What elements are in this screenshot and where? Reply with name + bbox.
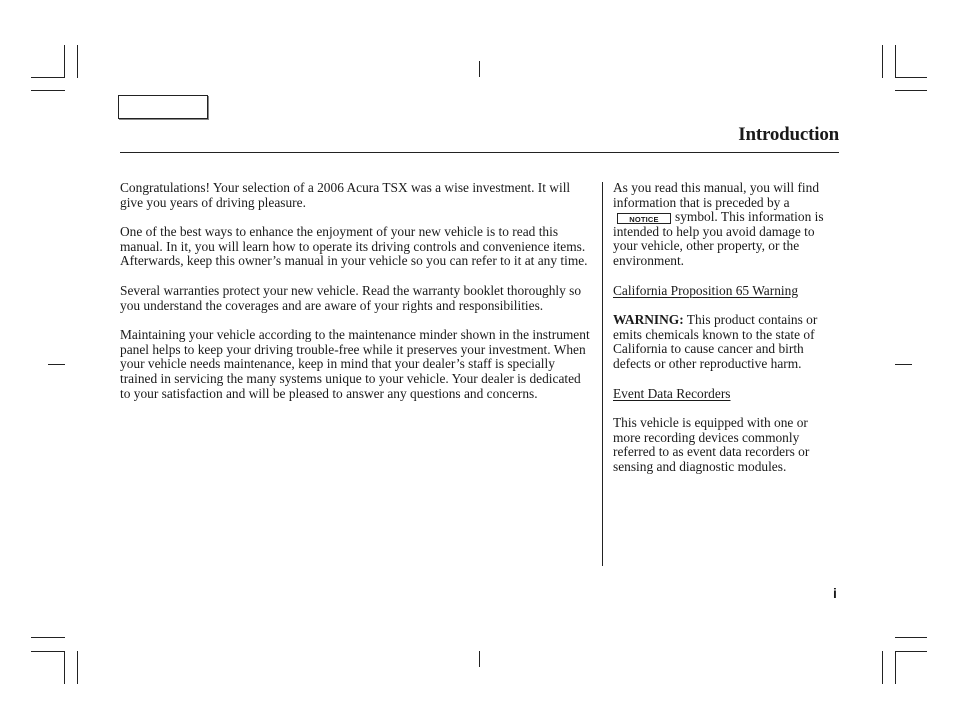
section-tab-box [118,95,208,119]
crop-mark [31,637,65,638]
crop-mark [882,45,883,78]
page-number: i [833,585,837,601]
crop-mark [895,77,927,78]
center-mark [479,651,480,667]
crop-mark [882,651,883,684]
paragraph-edr: This vehicle is equipped with one or more recording devices commonly referred to as event data recorders or sensing and diagnostic modules. [613,415,810,474]
page-title: Introduction [738,124,839,145]
crop-mark [895,651,896,684]
column-divider [602,182,603,566]
center-mark [895,364,912,365]
crop-mark [895,45,896,78]
center-mark [479,61,480,77]
title-rule [120,152,839,153]
warning-label: WARNING: [613,312,684,328]
crop-mark [895,90,927,91]
crop-mark [77,45,78,78]
paragraph-congratulations: Congratulations! Your selection of a 2006 Acura TSX was a wise investment. It will give you years of driving pleasure. [120,180,571,210]
edr-heading: Event Data Recorders [613,385,731,401]
crop-mark [31,77,65,78]
crop-mark [77,651,78,684]
notice-intro-before: As you read this manual, you will find information that is preceded by a [613,180,820,210]
prop65-heading: California Proposition 65 Warning [613,282,799,298]
left-column [120,181,590,416]
warning-text: This product contains or emits chemicals known to the state of California to cause cancer and birth defects or other reproductive harm. [613,312,818,371]
paragraph-read-manual: One of the best ways to enhance the enjoyment of your new vehicle is to read this manual. In it, you will learn how to operate its driving controls and convenience items. Afterwards, keep this owner’s manual in your vehicle so you can refer to it at any time. [120,224,588,269]
crop-mark [895,651,927,652]
paragraph-prop65-warning [613,313,838,371]
crop-mark [64,45,65,78]
paragraph-notice-intro [613,181,838,269]
crop-mark [895,637,927,638]
notice-intro-after: symbol. This information is intended to help you avoid damage to your vehicle, other property, or the environment. [613,209,824,268]
right-column [613,181,838,490]
paragraph-warranties: Several warranties protect your new vehicle. Read the warranty booklet thoroughly so you understand the coverages and are aware of your rights and responsibilities. [120,282,582,313]
center-mark [48,364,65,365]
crop-mark [31,90,65,91]
crop-mark [64,651,65,684]
paragraph-maintenance: Maintaining your vehicle according to the maintenance minder shown in the instrument panel helps to keep your driving trouble-free while it preserves your investment. When your vehicle needs maintenance, keep in mind that your dealer’s staff is specially trained in servicing the many systems unique to your vehicle. Your dealer is dedicated to your satisfaction and will be pleased to answer any questions and concerns. [120,327,590,401]
notice-symbol: NOTICE [617,213,671,224]
crop-mark [31,651,65,652]
